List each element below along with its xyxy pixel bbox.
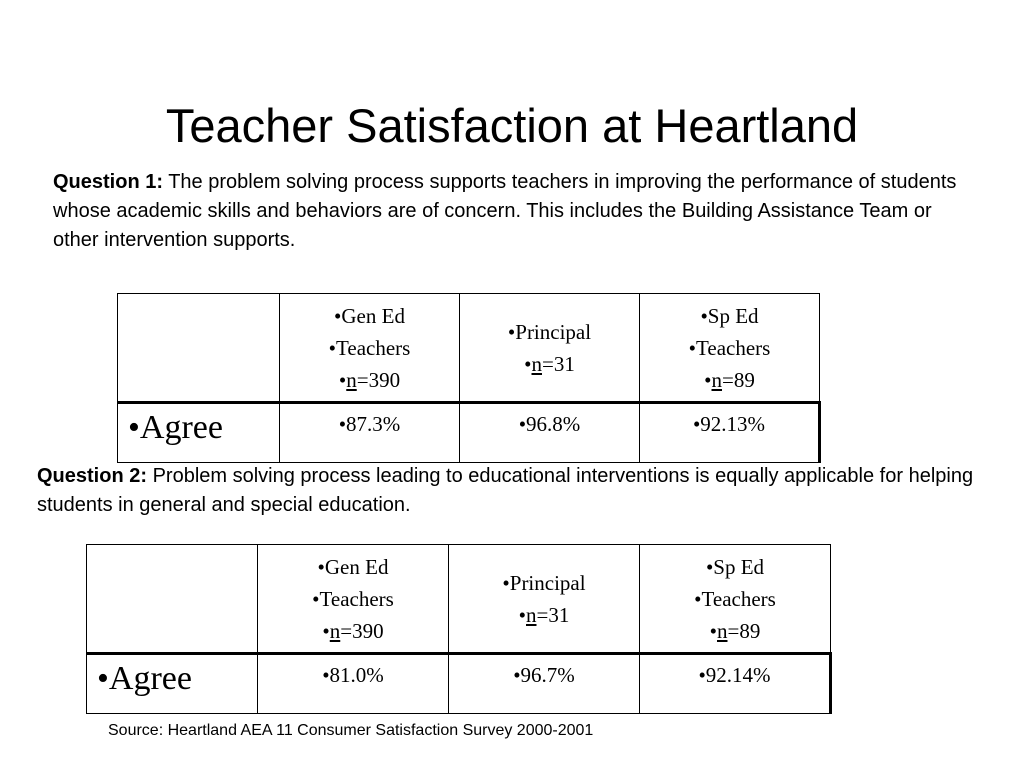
empty-header-cell bbox=[118, 294, 280, 403]
table-header-row bbox=[118, 294, 820, 403]
column-header-sp-ed: •Sp Ed •Teachers •n=89 bbox=[640, 545, 831, 654]
value-cell-principal: •96.8% bbox=[460, 403, 640, 463]
column-header-sp-ed: •Sp Ed •Teachers •n=89 bbox=[640, 294, 820, 403]
table-header-row bbox=[87, 545, 831, 654]
column-header-principal: •Principal •n=31 bbox=[460, 294, 640, 403]
source-note: Source: Heartland AEA 11 Consumer Satisfaction Survey 2000-2001 bbox=[108, 722, 594, 739]
column-header-gen-ed: •Gen Ed •Teachers •n=390 bbox=[280, 294, 460, 403]
question-2-label: Question 2: bbox=[37, 465, 148, 487]
value-cell-sp-ed: •92.14% bbox=[640, 654, 831, 714]
question-1 bbox=[53, 168, 973, 255]
column-header-principal: •Principal •n=31 bbox=[449, 545, 640, 654]
question-1-text: The problem solving process supports teachers in improving the performance of students whose academic skills and behaviors are of concern. This includes the Building Assistance Team or other intervention supports. bbox=[53, 171, 957, 251]
page-title: Teacher Satisfaction at Heartland bbox=[165, 99, 859, 152]
row-label-agree: •Agree bbox=[87, 654, 258, 714]
survey-table-1 bbox=[117, 293, 821, 463]
row-label-agree: •Agree bbox=[118, 403, 280, 463]
value-cell-gen-ed: •81.0% bbox=[258, 654, 449, 714]
question-2 bbox=[37, 462, 977, 520]
survey-table-2 bbox=[86, 544, 832, 714]
table-row bbox=[118, 403, 820, 463]
value-cell-sp-ed: •92.13% bbox=[640, 403, 820, 463]
question-1-label: Question 1: bbox=[53, 171, 164, 193]
empty-header-cell bbox=[87, 545, 258, 654]
value-cell-principal: •96.7% bbox=[449, 654, 640, 714]
table-row bbox=[87, 654, 831, 714]
value-cell-gen-ed: •87.3% bbox=[280, 403, 460, 463]
column-header-gen-ed: •Gen Ed •Teachers •n=390 bbox=[258, 545, 449, 654]
question-2-text: Problem solving process leading to educational interventions is equally applicable for helping students in general and special education. bbox=[37, 465, 974, 516]
